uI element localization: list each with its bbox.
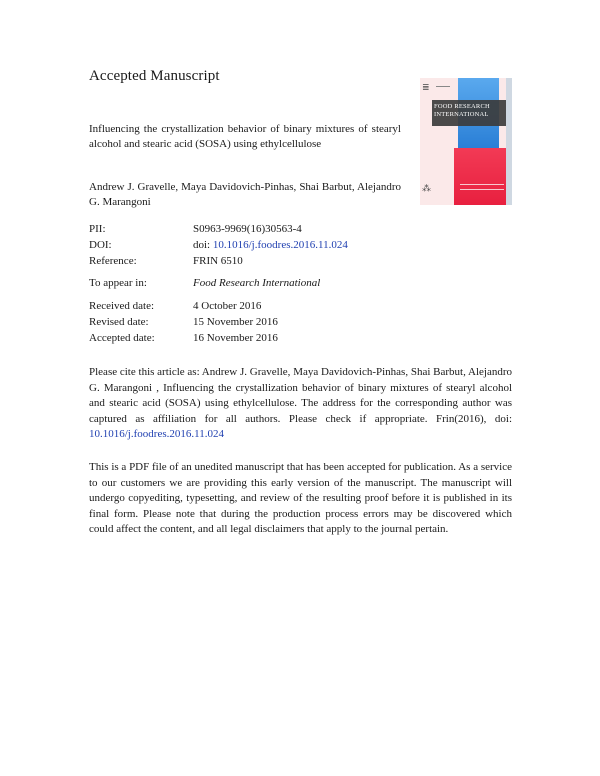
accepted-manuscript-heading: Accepted Manuscript	[89, 68, 220, 84]
cover-top-rule	[436, 86, 450, 87]
revised-value: 15 November 2016	[193, 316, 278, 328]
pii-label: PII:	[89, 223, 106, 235]
doi-prefix: doi:	[193, 239, 211, 251]
appear-label: To appear in:	[89, 277, 147, 289]
citation-paragraph	[89, 365, 512, 443]
citation-doi-link[interactable]: 10.1016/j.foodres.2016.11.024	[89, 428, 224, 440]
received-label: Received date:	[89, 300, 155, 312]
cover-spine	[506, 78, 512, 205]
cover-journal-line2: INTERNATIONAL	[434, 111, 489, 118]
cover-journal-line1: FOOD RESEARCH	[434, 103, 490, 110]
revised-label: Revised date:	[89, 316, 149, 328]
journal-cover-thumbnail	[420, 78, 512, 205]
reference-value: FRIN 6510	[193, 255, 243, 267]
accepted-value: 16 November 2016	[193, 332, 278, 344]
cover-logo-icon: ⁂	[422, 184, 431, 194]
article-authors: Andrew J. Gravelle, Maya Davidovich-Pinhas, Shai Barbut, Alejandro G. Marangoni	[89, 181, 401, 208]
doi-label: DOI:	[89, 239, 112, 251]
appear-value: Food Research International	[193, 277, 321, 289]
disclaimer-paragraph: This is a PDF file of an unedited manuscript that has been accepted for publication. As a service to our customers we are providing this early version of the manuscript. The manuscript will undergo copyediting, typesetting, and review of the resulting proof before it is published in its final form. Please note that during the production process errors may be discovered which could affect the content, and all legal disclaimers that apply to the journal pertain.	[89, 461, 512, 535]
pii-value: S0963-9969(16)30563-4	[193, 223, 302, 235]
cover-journal-title	[434, 103, 504, 119]
doi-link[interactable]: 10.1016/j.foodres.2016.11.024	[212, 239, 348, 251]
received-value: 4 October 2016	[193, 300, 262, 312]
doi-value-wrap	[193, 238, 348, 253]
accepted-label: Accepted date:	[89, 332, 155, 344]
cover-small-print	[460, 184, 504, 190]
citation-text: Please cite this article as: Andrew J. Gravelle, Maya Davidovich-Pinhas, Shai Barbut, Alejandro G. Marangoni , Influencing the crystallization behavior of binary mixtures of stearyl alcohol and stearic acid (SOSA) using ethylcellulose. The address for the corresponding author was captured as affiliation for all authors. Please check if appropriate. Frin(2016), doi:	[89, 366, 512, 425]
reference-label: Reference:	[89, 255, 137, 267]
cover-red-block	[454, 148, 506, 205]
cover-publisher-icon: ≣	[422, 83, 430, 93]
article-title: Influencing the crystallization behavior of binary mixtures of stearyl alcohol and stearic acid (SOSA) using ethylcellulose	[89, 123, 401, 150]
